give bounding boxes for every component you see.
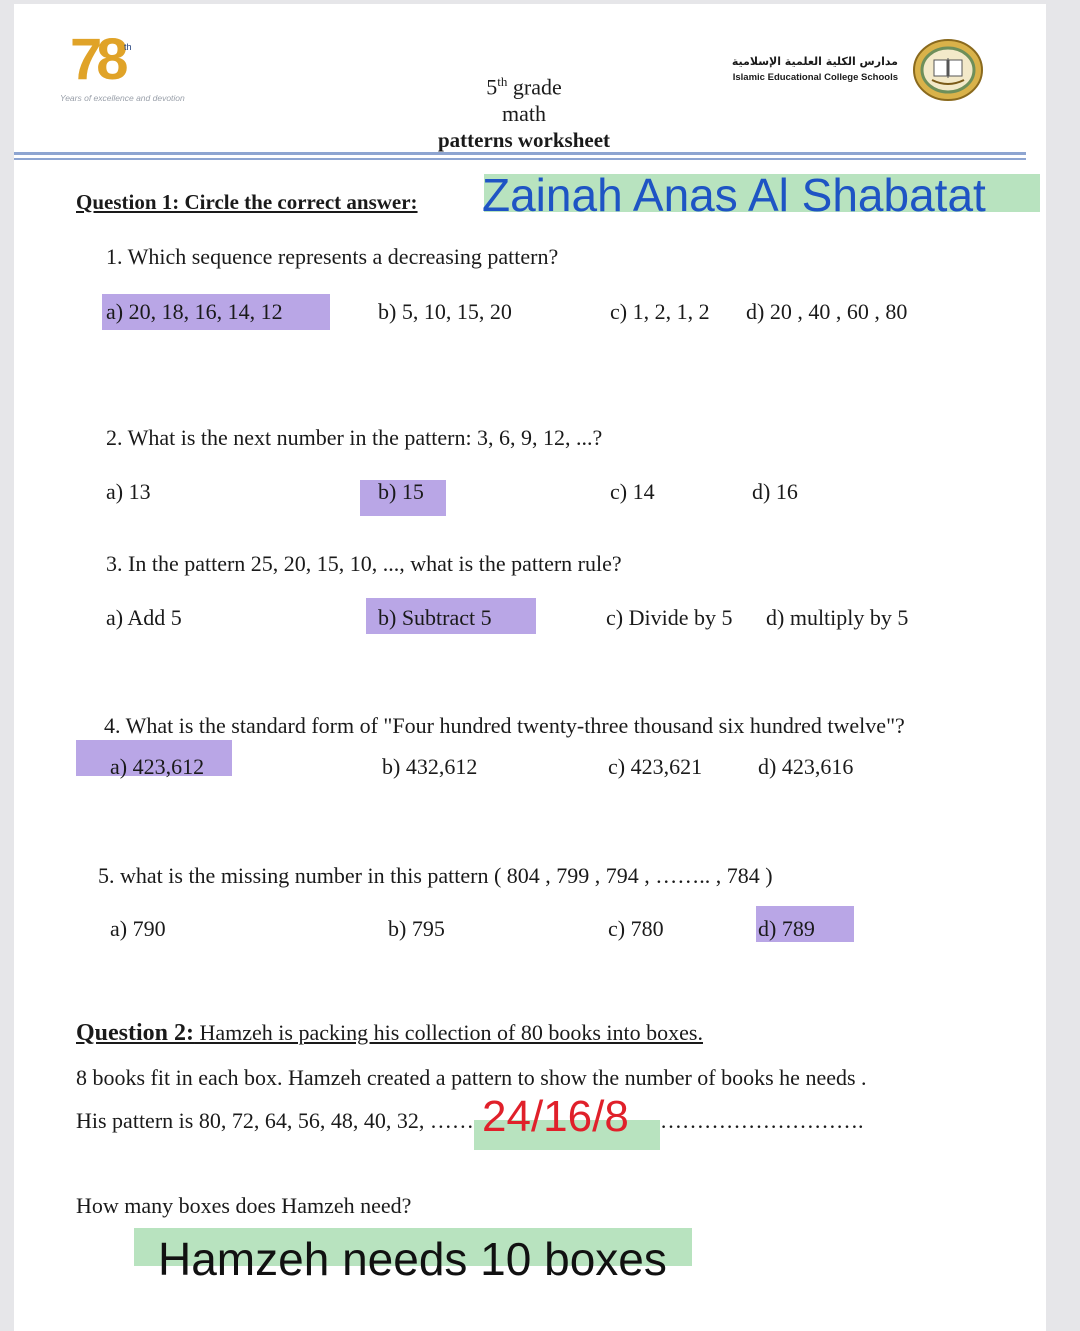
grade-number: 5	[486, 74, 498, 100]
question1-item2: 2. What is the next number in the pattern: 3, 6, 9, 12, ...?	[106, 425, 603, 450]
q1-option-b[interactable]: b) 5, 10, 15, 20	[378, 299, 512, 324]
q1-option-c[interactable]: c) 1, 2, 1, 2	[610, 299, 710, 324]
q5-option-c[interactable]: c) 780	[608, 916, 664, 941]
worksheet-page	[14, 4, 1046, 1331]
logo-number: 78	[70, 27, 123, 92]
school-name-english: Islamic Educational College Schools	[732, 72, 898, 83]
grade-sup: th	[497, 74, 508, 89]
answer-dots-before: …	[451, 1108, 474, 1133]
pattern-text: His pattern is 80, 72, 64, 56, 48, 40, 32, …	[76, 1108, 452, 1133]
question2-prompt: How many boxes does Hamzeh need?	[76, 1193, 412, 1218]
logo-tagline: Years of excellence and devotion	[60, 93, 185, 103]
q2-option-b[interactable]: b) 15	[378, 479, 424, 504]
q5-option-b[interactable]: b) 795	[388, 916, 445, 941]
q3-option-d[interactable]: d) multiply by 5	[766, 605, 909, 630]
question1-item1: 1. Which sequence represents a decreasing pattern?	[106, 244, 559, 269]
q2-option-a[interactable]: a) 13	[106, 479, 151, 504]
question2-line1	[76, 1020, 703, 1047]
q4-option-d[interactable]: d) 423,616	[758, 754, 854, 779]
anniversary-logo	[60, 26, 185, 116]
q1-option-a[interactable]: a) 20, 18, 16, 14, 12	[106, 299, 283, 324]
question2-intro: Hamzeh is packing his collection of 80 books into boxes.	[194, 1020, 703, 1045]
q3-option-c[interactable]: c) Divide by 5	[606, 605, 733, 630]
question2-line2: 8 books fit in each box. Hamzeh created a pattern to show the number of books he needs .	[76, 1065, 867, 1090]
question2-label: Question 2:	[76, 1020, 195, 1046]
answer-dots-after: ……………………….	[660, 1108, 864, 1133]
q2-option-d[interactable]: d) 16	[752, 479, 798, 504]
question1-item4: 4. What is the standard form of "Four hundred twenty-three thousand six hundred twelve"?	[104, 713, 905, 738]
handwritten-final-answer: Hamzeh needs 10 boxes	[158, 1233, 667, 1285]
q3-option-b[interactable]: b) Subtract 5	[378, 605, 492, 630]
header-rule	[14, 152, 1026, 155]
q2-option-c[interactable]: c) 14	[610, 479, 655, 504]
worksheet-title: patterns worksheet	[437, 128, 611, 153]
q4-option-b[interactable]: b) 432,612	[382, 754, 478, 779]
school-crest-icon	[912, 38, 984, 102]
question1-item5: 5. what is the missing number in this pattern ( 804 , 799 , 794 , …….. , 784 )	[98, 863, 773, 888]
handwritten-pattern-answer: 24/16/8	[482, 1092, 629, 1141]
q4-option-a[interactable]: a) 423,612	[110, 754, 205, 779]
student-name: Zainah Anas Al Shabatat	[482, 169, 986, 221]
worksheet-heading	[394, 68, 654, 154]
question2-line3	[76, 1108, 474, 1134]
subject: math	[502, 101, 546, 127]
q5-option-a[interactable]: a) 790	[110, 916, 166, 941]
question1-title: Question 1: Circle the correct answer:	[76, 190, 418, 214]
header-rule-secondary	[14, 158, 1026, 160]
q5-option-d[interactable]: d) 789	[758, 916, 815, 941]
school-name-arabic: مدارس الكلية العلمية الإسلامية	[731, 55, 898, 68]
grade-word: grade	[512, 74, 562, 100]
logo-superscript: th	[124, 42, 132, 52]
question1-item3: 3. In the pattern 25, 20, 15, 10, ..., what is the pattern rule?	[106, 551, 622, 576]
q1-option-d[interactable]: d) 20 , 40 , 60 , 80	[746, 299, 908, 324]
q4-option-c[interactable]: c) 423,621	[608, 754, 703, 779]
q3-option-a[interactable]: a) Add 5	[106, 605, 182, 630]
